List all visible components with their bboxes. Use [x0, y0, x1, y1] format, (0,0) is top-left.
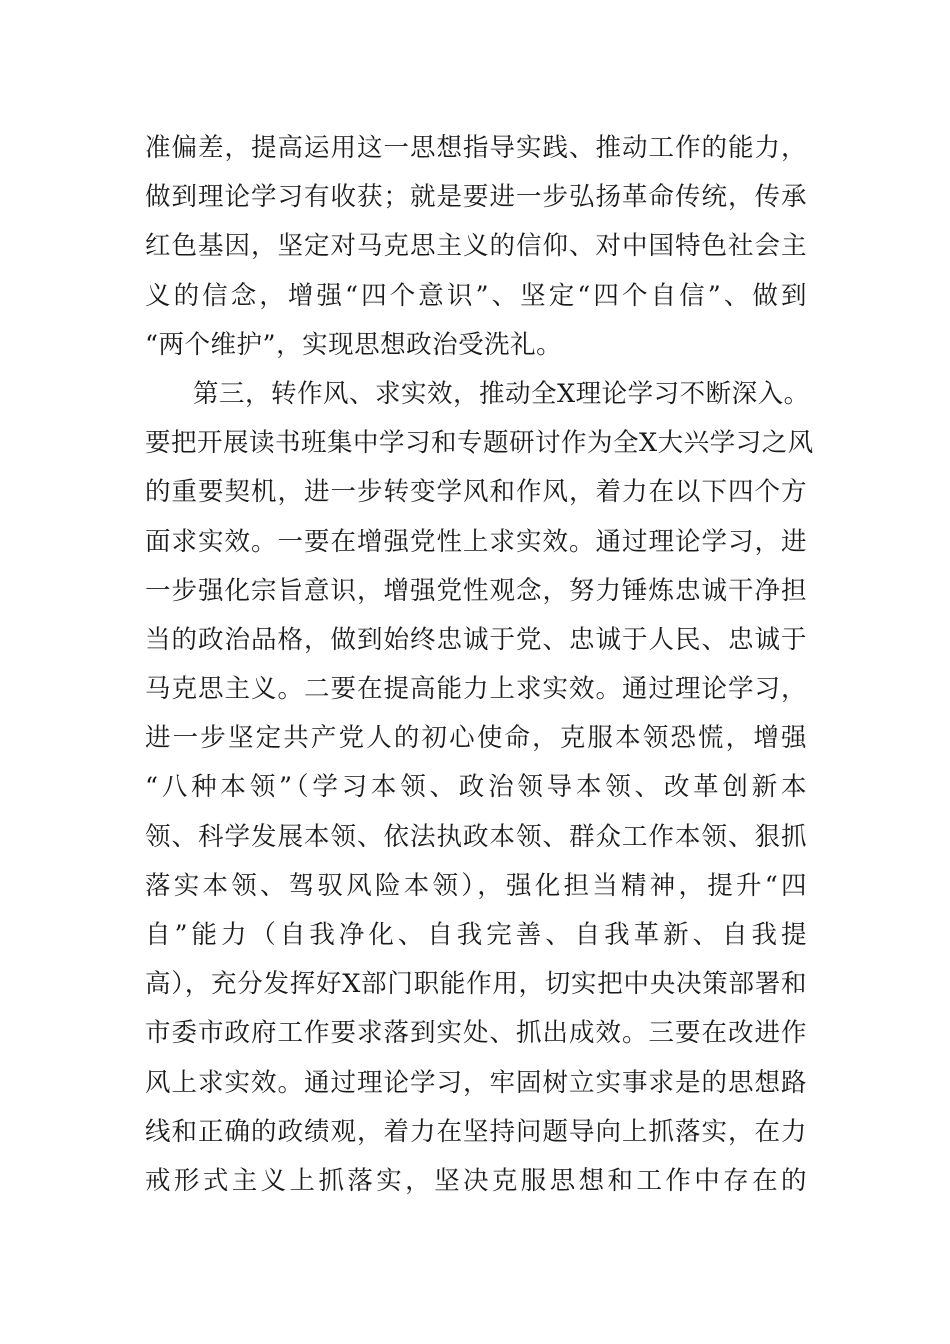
text-line: 线和正确的政绩观，着力在坚持问题导向上抓落实，在力: [145, 1116, 807, 1147]
text-line: 面求实效。一要在增强党性上求实效。通过理论学习，进: [145, 526, 807, 557]
text-line: “两个维护”，实现思想政治受洗礼。: [145, 329, 563, 360]
text-line: 的重要契机，进一步转变学风和作风，着力在以下四个方: [145, 477, 807, 508]
text-line: 一步强化宗旨意识，增强党性观念，努力锤炼忠诚干净担: [145, 575, 807, 606]
text-line: 做到理论学习有收获；就是要进一步弘扬革命传统，传承: [145, 182, 807, 213]
text-line: “八种本领”（学习本领、政治领导本领、改革创新本: [145, 772, 807, 803]
body-text: [145, 124, 814, 1206]
text-line: 准偏差，提高运用这一思想指导实践、推动工作的能力，: [145, 133, 807, 163]
text-line: 义的信念，增强“四个意识”、坚定“四个自信”、做到: [145, 280, 807, 311]
text-line: 进一步坚定共产党人的初心使命，克服本领恐慌，增强: [145, 723, 807, 754]
text-line: 马克思主义。二要在提高能力上求实效。通过理论学习，: [145, 674, 807, 705]
text-line: 自”能力（自我净化、自我完善、自我革新、自我提: [145, 920, 807, 950]
text-line: 市委市政府工作要求落到实处、抓出成效。三要在改进作: [145, 1018, 807, 1049]
text-line: 落实本领、驾驭风险本领），强化担当精神，提升“四: [145, 870, 807, 901]
text-line: 红色基因，坚定对马克思主义的信仰、对中国特色社会主: [145, 231, 807, 262]
text-line: 戒形式主义上抓落实，坚决克服思想和工作中存在的: [145, 1165, 807, 1196]
text-line: 要把开展读书班集中学习和专题研讨作为全X大兴学习之风: [145, 428, 814, 459]
text-line: 领、科学发展本领、依法执政本领、群众工作本领、狠抓: [145, 821, 807, 852]
text-line: 当的政治品格，做到始终忠诚于党、忠诚于人民、忠诚于: [145, 624, 807, 655]
text-line: 高），充分发挥好X部门职能作用，切实把中央决策部署和: [145, 969, 807, 1000]
paragraph-start-line: 第三，转作风、求实效，推动全X理论学习不断深入。: [193, 378, 810, 409]
text-line: 风上求实效。通过理论学习，牢固树立实事求是的思想路: [145, 1067, 807, 1098]
